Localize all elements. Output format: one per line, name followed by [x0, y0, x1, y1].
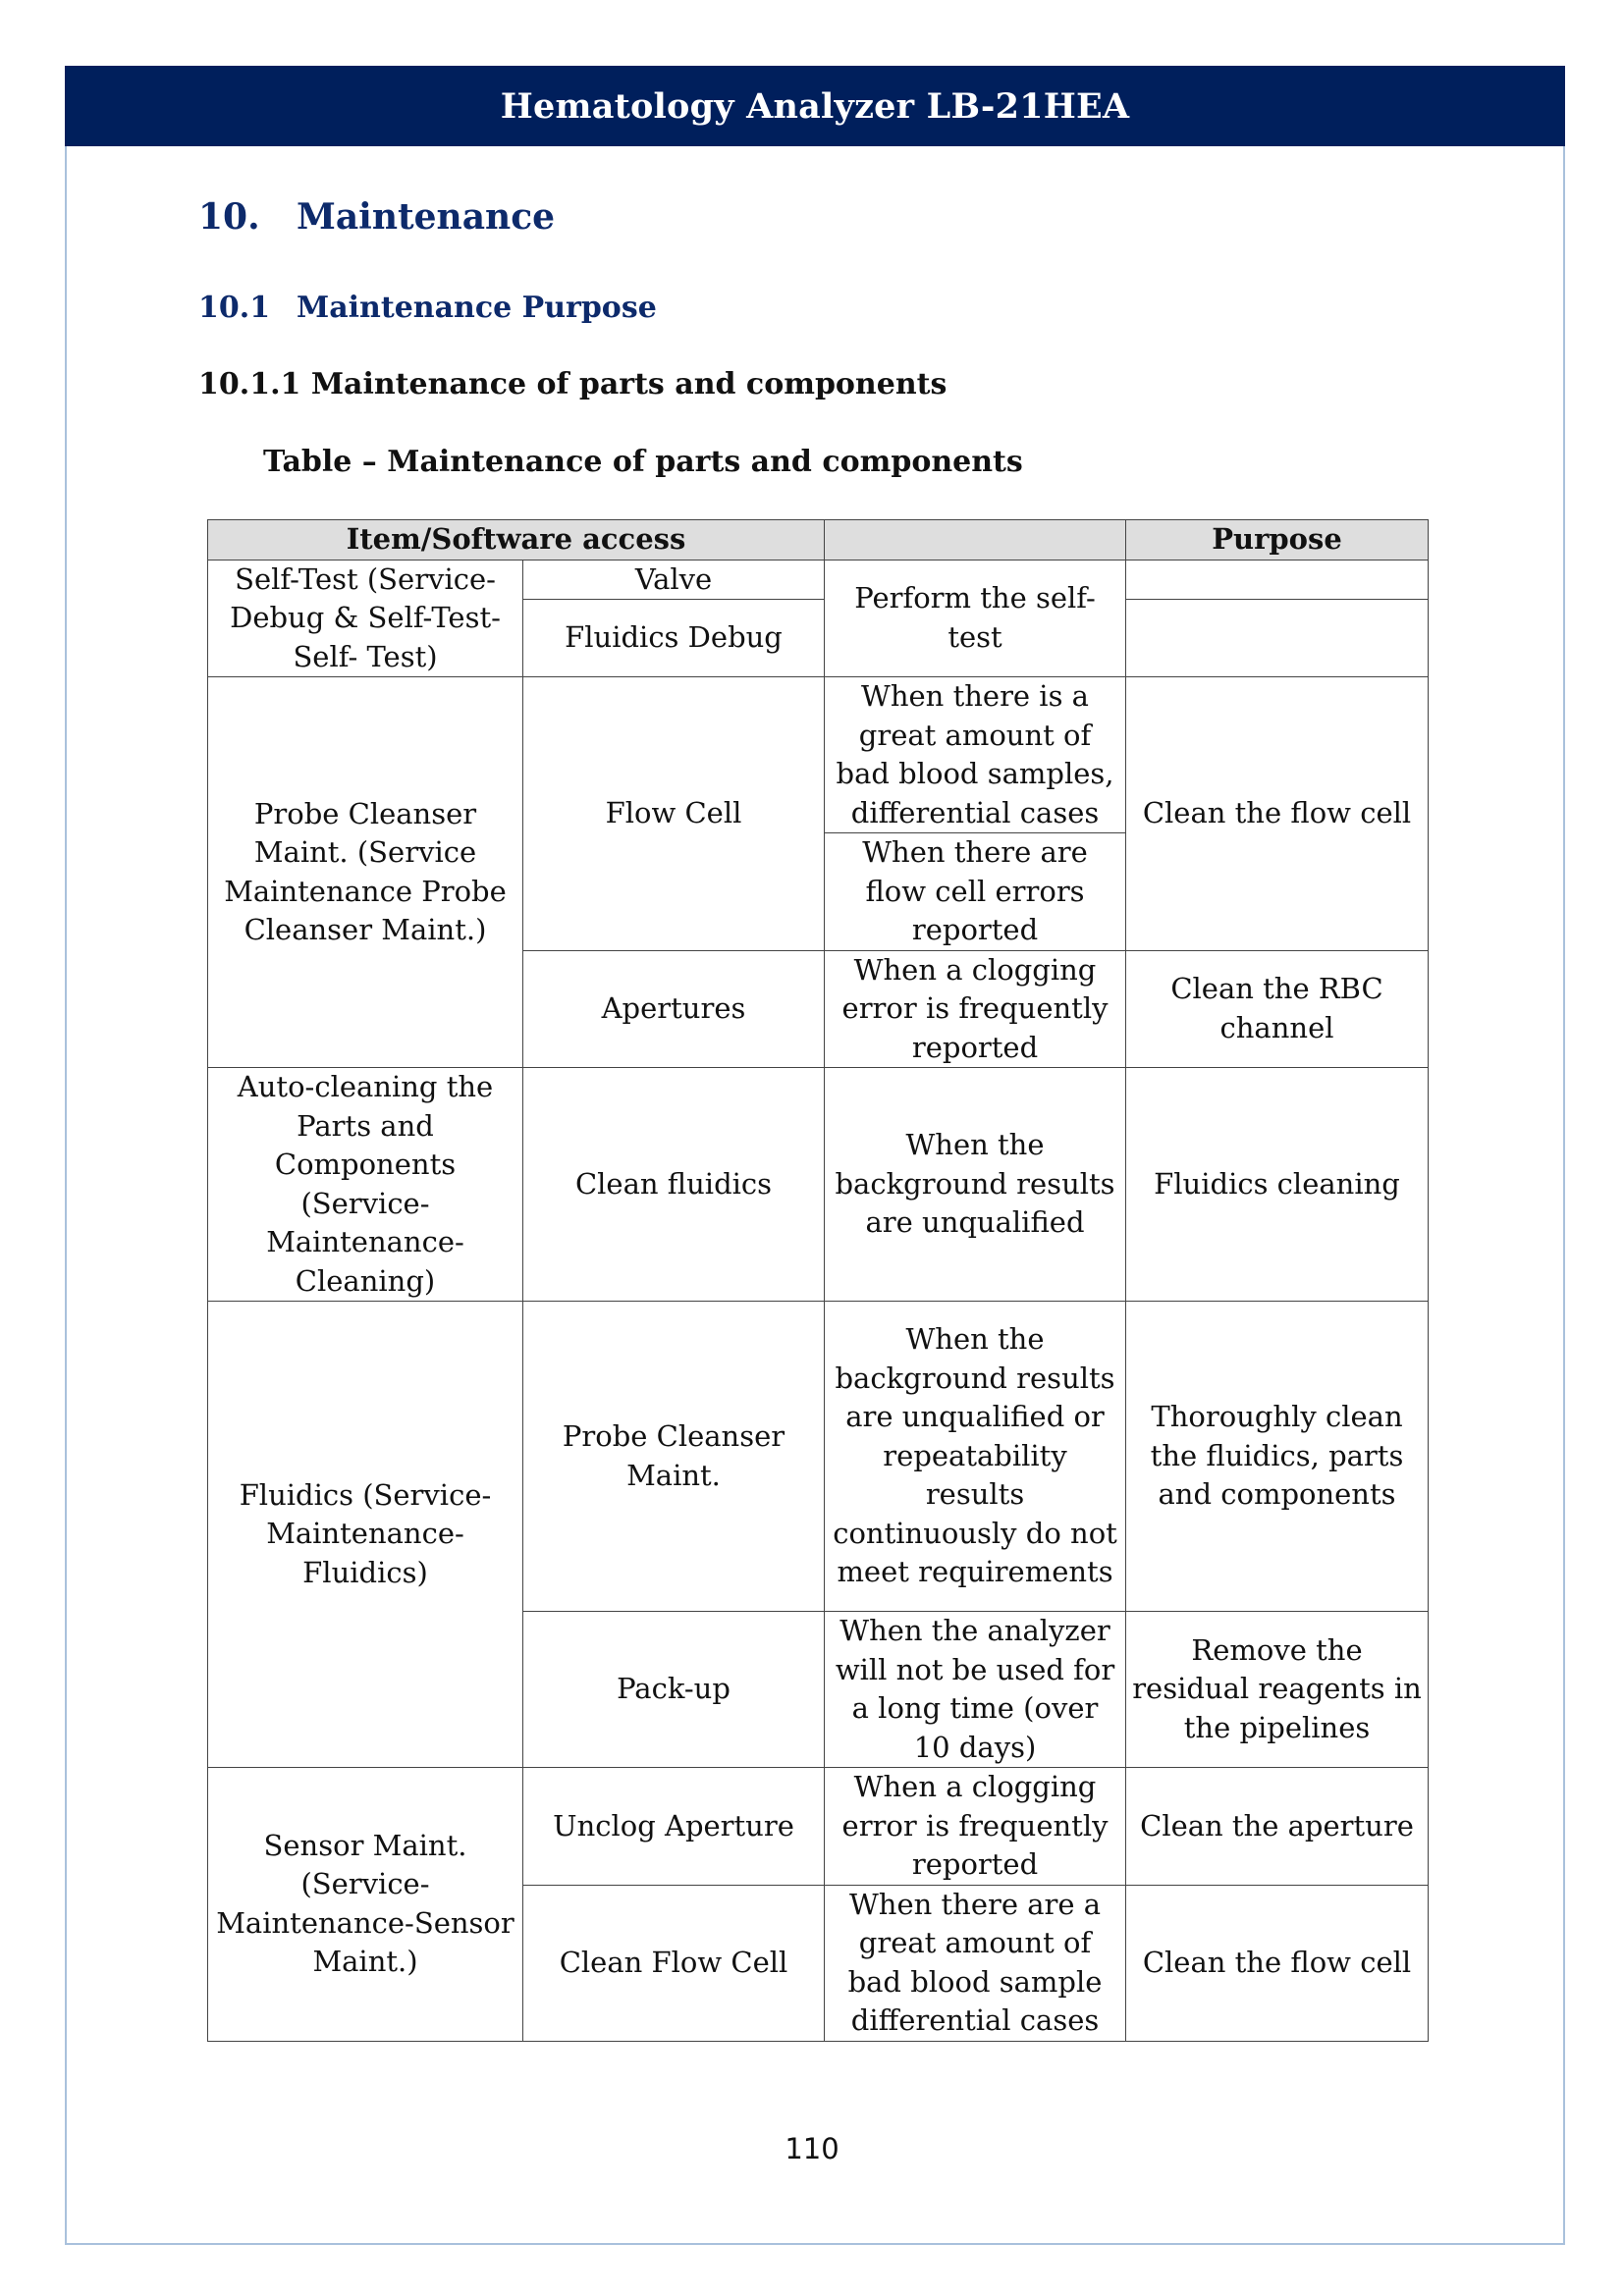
- purpose-cell: Clean the flow cell: [1126, 677, 1429, 951]
- table-caption: Table – Maintenance of parts and components: [263, 445, 1023, 479]
- condition-cell: When there are flow cell errors reported: [825, 833, 1126, 951]
- maintenance-table: [207, 519, 1429, 2042]
- section-heading: [198, 196, 555, 238]
- purpose-cell: Clean the RBC channel: [1126, 950, 1429, 1068]
- condition-cell: When there is a great amount of bad blood samples, differential cases: [825, 677, 1126, 833]
- condition-cell: When the analyzer will not be used for a long time (over 10 days): [825, 1612, 1126, 1768]
- document-title: Hematology Analyzer LB-21HEA: [500, 85, 1130, 127]
- purpose-cell: Thoroughly clean the fluidics, parts and components: [1126, 1302, 1429, 1612]
- subsection-title: Maintenance Purpose: [297, 291, 657, 325]
- table-header-row: [208, 520, 1429, 561]
- subsection-number: 10.1: [198, 291, 271, 325]
- table-row: [208, 1768, 1429, 1886]
- subsubsection-heading: 10.1.1 Maintenance of parts and components: [198, 367, 947, 401]
- purpose-cell: [1126, 600, 1429, 677]
- condition-cell: When a clogging error is frequently reported: [825, 1768, 1126, 1886]
- header-condition: [825, 520, 1126, 561]
- document-header: [65, 66, 1565, 146]
- condition-cell: When a clogging error is frequently reported: [825, 950, 1126, 1068]
- header-purpose: Purpose: [1126, 520, 1429, 561]
- purpose-cell: Fluidics cleaning: [1126, 1068, 1429, 1302]
- sub-item-cell: Fluidics Debug: [523, 600, 825, 677]
- sub-item-cell: Apertures: [523, 950, 825, 1068]
- purpose-cell: [1126, 560, 1429, 600]
- purpose-cell: Remove the residual reagents in the pipelines: [1126, 1612, 1429, 1768]
- sub-item-cell: Unclog Aperture: [523, 1768, 825, 1886]
- condition-cell: When there are a great amount of bad blood sample differential cases: [825, 1885, 1126, 2041]
- section-title: Maintenance: [297, 196, 556, 238]
- table-row: [208, 1068, 1429, 1302]
- header-item: Item/Software access: [208, 520, 825, 561]
- sub-item-cell: Probe Cleanser Maint.: [523, 1302, 825, 1612]
- item-cell: Probe Cleanser Maint. (Service Maintenance Probe Cleanser Maint.): [208, 677, 523, 1068]
- condition-cell: When the background results are unqualified or repeatability results continuously do not meet requirements: [825, 1302, 1126, 1612]
- item-cell: Fluidics (Service-Maintenance-Fluidics): [208, 1302, 523, 1768]
- page-number: 110: [785, 2132, 839, 2165]
- item-cell: Auto-cleaning the Parts and Components (Service-Maintenance-Cleaning): [208, 1068, 523, 1302]
- item-cell: Self-Test (Service-Debug & Self-Test-Self- Test): [208, 560, 523, 677]
- section-number: 10.: [198, 196, 260, 238]
- table-row: [208, 677, 1429, 833]
- condition-cell: Perform the self-test: [825, 560, 1126, 677]
- table-row: [208, 560, 1429, 600]
- sub-item-cell: Flow Cell: [523, 677, 825, 951]
- sub-item-cell: Valve: [523, 560, 825, 600]
- purpose-cell: Clean the aperture: [1126, 1768, 1429, 1886]
- subsection-heading: [198, 291, 657, 325]
- sub-item-cell: Clean Flow Cell: [523, 1885, 825, 2041]
- table-row: [208, 1302, 1429, 1612]
- purpose-cell: Clean the flow cell: [1126, 1885, 1429, 2041]
- sub-item-cell: Clean fluidics: [523, 1068, 825, 1302]
- item-cell: Sensor Maint. (Service-Maintenance-Sensor Maint.): [208, 1768, 523, 2042]
- sub-item-cell: Pack-up: [523, 1612, 825, 1768]
- condition-cell: When the background results are unqualified: [825, 1068, 1126, 1302]
